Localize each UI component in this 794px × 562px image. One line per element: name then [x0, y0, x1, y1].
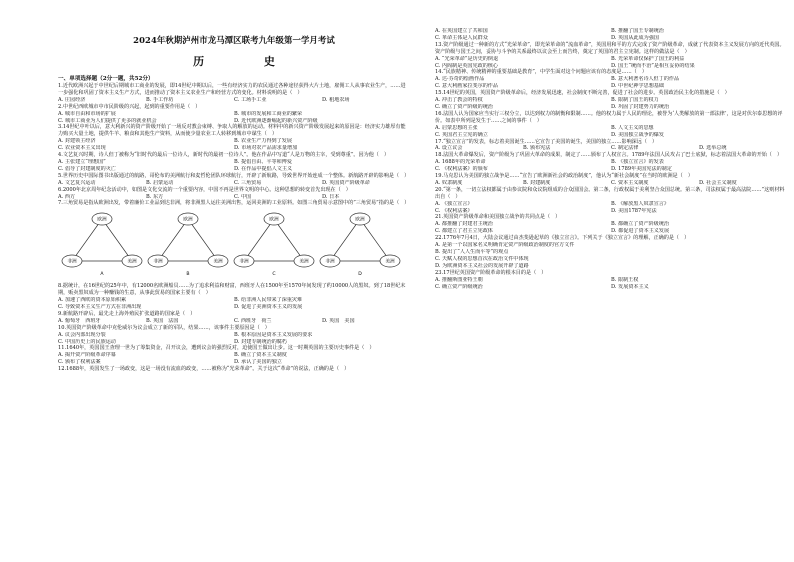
answer-option: B. 限制王权: [611, 276, 639, 283]
question-stem: 8.据统计，在16世纪的25年中，有12000名欧洲船员……为了追求利益和财富，西班牙人在1500年至1570年间发现了约10000人的黑奴。到了18世纪末期，贩卖黑奴成为一种赚钱的生意，从事此贸易的国家主要有（ ）: [58, 283, 406, 297]
answer-option: D. 承认了美国的独立: [234, 359, 282, 366]
answer-options: [435, 97, 787, 111]
region-label: 欧洲: [355, 217, 365, 223]
answer-option: C. 中国: [234, 193, 252, 200]
answer-option: A. 葡萄牙 西班牙: [58, 317, 101, 324]
answer-option: C. 城市工商业为人们提供了更多的就业机会: [58, 117, 157, 124]
answer-option: B. 城市的发展和工商业的繁荣: [234, 110, 303, 117]
answer-options: [58, 297, 410, 311]
answer-option: D. 封建专制统治的腐朽: [234, 338, 287, 345]
answer-options: [435, 159, 787, 173]
answer-option: A. 庄园经济: [58, 96, 86, 103]
answer-option: D. 英国资产阶级革命: [322, 179, 370, 186]
answer-option: B. 确立了资本主义制度: [234, 352, 287, 359]
answer-option: D. 促进了美洲资本主义的发展: [234, 304, 303, 311]
trade-route-line: [158, 219, 188, 261]
answer-option: C. 导致资本主义生产方式在非洲出现: [58, 304, 142, 311]
answer-options: [435, 28, 787, 42]
answer-option: A. 达·芬奇的绘画作品: [435, 76, 485, 83]
answer-options: [435, 221, 787, 235]
answer-option: A. 主张建立“理想国”: [58, 158, 106, 165]
answer-option: A. 设立议会: [435, 145, 463, 152]
region-label: 美洲: [213, 259, 223, 265]
answer-option: B. 根本原因是资本主义发展的要求: [234, 331, 313, 338]
answer-option: B. 推翻了国王专制统治: [611, 28, 664, 34]
answer-option: B. 东方: [146, 193, 164, 200]
answer-option: A. 都推翻了封建君主统治: [435, 221, 493, 228]
question-stem: 16.法国人认为国家应当实行三权分立，以达到权力的制衡和限制……。他的权力属于人民的理论，被誉为‘人类解放的第一部法律’，这是对伏尔泰思想的评价。如表中所列是发生于……之间的事件（ ）: [435, 110, 783, 124]
answer-option: D. 英国 美国: [322, 317, 355, 324]
answer-options: [435, 180, 787, 187]
answer-option: D. 日本: [322, 193, 340, 200]
region-label: 非洲: [67, 259, 77, 265]
trade-route-line: [244, 219, 274, 261]
question-stem: 2.中世纪西欧城市中市民阶级的兴起，起到的重要作用是（ ）: [58, 103, 201, 110]
question-block: [435, 270, 787, 291]
question-stem: 7.三角贸易是指从欧洲出发，带着廉价工业品到达非洲，将非洲黑人运往美洲出售，运回美洲的工业原料。如图三角贸易示意图中的”三角贸易”指的是（ ）: [58, 200, 410, 207]
answer-options: [58, 318, 410, 325]
answer-option: A. 《独立宣言》: [435, 200, 473, 207]
answer-option: C. 中国历史上的民族运动: [58, 338, 116, 345]
diagram-option-label: A: [100, 272, 104, 278]
answer-option: B. 光荣革命仅保护了国王的利益: [611, 55, 685, 62]
question-stem: 18.法国大革命爆发后，资产阶级为了巩固大革命的成果，制定了……颁布了人权宣言。1789年法国人民攻占了巴士底狱，标志着法国大革命的开始（ ）: [435, 152, 783, 159]
left-column: [58, 0, 410, 562]
answer-option: D. 1789年美国宪法的制定: [611, 166, 672, 173]
trade-route-line: [102, 219, 132, 261]
answer-option: C. 倡导了封建制度的灭亡: [58, 165, 116, 172]
trade-route-line: [188, 219, 218, 261]
question-stem: 19.马克思认为美国的独立战争是……“宣告了欧洲新社会的政治制度”，他认为“新社会制度”在当时的欧洲是（ ）: [435, 173, 693, 180]
answer-option: D. 美国1787年宪法: [611, 207, 657, 214]
answer-option: B. 启蒙运动: [146, 179, 174, 186]
section-heading: 一、单项选择题（2分一题，共52分）: [58, 76, 154, 82]
answer-options: [435, 125, 787, 139]
region-label: 非洲: [239, 259, 249, 265]
answer-option: D. 在作品中提倡人文主义: [234, 165, 293, 172]
question-block: [58, 283, 410, 311]
diagram-option-label: D: [358, 272, 362, 278]
question-stem: 13.资产阶级通过一种新的方式“光荣革命”，即光荣革命的“流血革命”，英国用和平的方式完成了资产阶级革命，成就了代表资本主义发展方向的近代英国。资产阶级与国王之间，妥协与斗争的关系最终以议会至上而告终，奠定了英国的君主立宪制。这样的做法是（ ）: [435, 41, 785, 55]
diagram-option-label: C: [272, 272, 276, 278]
exam-title: 2024年秋期泸州市龙马潭区联考九年级第一学月考试: [133, 35, 335, 45]
question-block: [435, 42, 787, 70]
answer-options: [58, 97, 410, 104]
answer-option: B. 颁布宪法: [523, 145, 551, 152]
question-block: [58, 152, 410, 173]
region-label: 欧洲: [269, 217, 279, 223]
question-stem: 1.近代欧洲兴起于中世纪后期城市工商业的发展，即14世纪中期以后，一些有经济实力的农民通过各种途径获得大片土地，雇佣工人从事农业生产，……进一步强化和巩固了资本主义生产方式，进而推动了资本主义农业生产和经营方式的变化。材料说明的是（ ）: [58, 83, 406, 96]
answer-option: A. 启蒙思想的主张: [435, 124, 478, 131]
question-stem: 5.世界历史中国际图书出版通过的航路，哥伦布的美洲航行和麦哲伦团队环球航行，开辟了新航路，导致世界开始连成一个整体。新航路开辟的影响是（ ）: [58, 172, 410, 179]
answer-options: [435, 76, 787, 90]
question-stem: 22.1776年7月4日，大陆会议通过由杰斐逊起草的《独立宣言》。下列关于《独立宣言》的理解，正确的是（ ）: [435, 235, 690, 242]
answer-options: [58, 352, 410, 366]
region-label: 美洲: [299, 259, 309, 265]
question-stem: 4.文艺复兴时期，诗人但丁被称为“旧时代的最后一位诗人，新时代的最初一位诗人”。他在作品中写道“人是万物的主宰，受到尊重”。因为他（ ）: [58, 152, 390, 159]
answer-option: A. “光荣革命”是历史的倒退: [435, 55, 499, 62]
answer-options: [58, 111, 410, 125]
question-block: [58, 366, 410, 373]
answer-option: C. 农业资本主义出现: [58, 145, 106, 152]
question-stem: 3.14世纪中叶以后，意大利新兴的资产阶级开始了一场反对教会束缚、争取人的解放的运动。材料中的新兴资产阶级发展起来的原因是：经济实力雄厚有能力购买大量土地，提供牛羊、粮食和其他生产资料，从而使少量农业工人转移到城市中谋生（ ）: [58, 124, 406, 138]
question-block: [435, 187, 787, 215]
answer-option: D. 近代欧洲逐渐崛起的新兴资产阶级: [234, 117, 318, 124]
question-stem: 6.2000年北京周年纪念活动中，如图是文化交流的一个重要内容，中国不再是世界文明的中心。这种思想的转变首先出现在（ ）: [58, 186, 351, 193]
question-stem: 10.英国资产阶级革命中克伦威尔为议会成立了新的军队，结果……，该事件主要原因是（ ）: [58, 324, 270, 331]
question-stem: 21.英国资产阶级革命和美国独立战争的共同点是（ ）: [435, 214, 561, 221]
question-block: [435, 90, 787, 111]
question-block: [58, 345, 410, 366]
answer-option: C. 三角贸易: [234, 179, 262, 186]
answer-option: D. 社会主义制度: [699, 179, 737, 186]
answer-options: [58, 138, 410, 152]
answer-option: A. 1688年的光荣革命: [435, 159, 486, 166]
answer-option: B. 农业生产力得到了发展: [234, 138, 292, 145]
question-block: [435, 28, 787, 42]
question-stem: 20.“第一条，一切立法权都属于由参议院和众议院组成的合众国国会。第二条，行政权属于美利坚合众国总统。第三条，司法权属于最高法院……”这则材料出自（ ）: [435, 186, 785, 200]
answer-option: D. 发展资本主义: [611, 283, 649, 290]
question-block: [435, 139, 787, 153]
question-stem: 23.17世纪英国资产阶级革命的根本目的是（ ）: [435, 269, 547, 276]
region-label: 欧洲: [97, 217, 107, 223]
answer-option: B. 都确立了资产阶级统治: [611, 221, 669, 228]
answer-option: D. 国王“统而不治”是相互妥协的结果: [611, 62, 695, 69]
answer-option: D. 英国从此成为强国: [611, 34, 659, 41]
region-label: 美洲: [385, 259, 395, 265]
answer-option: B. 限制了国王的权力: [611, 97, 659, 104]
question-block: [58, 187, 410, 201]
answer-option: C. 颁布了权利法案: [58, 359, 101, 366]
question-block: [58, 200, 410, 281]
answer-option: A. 揭开资产阶级革命序幕: [58, 352, 116, 359]
answer-options: [58, 159, 410, 173]
answer-option: D. 选举总统: [699, 145, 727, 152]
question-block: [435, 173, 787, 187]
diagram-svg: [58, 209, 408, 281]
answer-option: D. 巩固了封建势力的统治: [611, 103, 670, 110]
answer-option: C. 英国君主立宪的确立: [435, 131, 488, 138]
answer-option: C. 《权利法案》的颁布: [435, 166, 488, 173]
answer-option: D. 中世纪神学思想基础: [611, 83, 664, 90]
triangle-trade-diagrams: [58, 209, 410, 281]
question-stem: 15.14世纪的英国，英国资产阶级革命后，经济发展迅速，社会制度不断完善，促进了社会的进步。英国政治民主化的措施是（ ）: [435, 90, 730, 97]
question-block: [435, 69, 787, 90]
answer-option: D. 为欧洲资本主义社会的发展开辟了道路: [435, 262, 529, 269]
question-block: [58, 124, 410, 152]
region-label: 美洲: [127, 259, 137, 265]
region-label: 非洲: [325, 259, 335, 265]
answer-option: A. 文艺复兴运动: [58, 179, 96, 186]
answer-option: C. 工场手工业: [234, 96, 267, 103]
answer-options: [435, 201, 787, 215]
region-label: 非洲: [153, 259, 163, 265]
answer-option: D. 市场对农产品需求量增加: [234, 145, 298, 152]
question-block: [58, 83, 410, 104]
answer-option: B. 给非洲人民带来了深重灾难: [234, 297, 303, 304]
answer-option: D. 都促进了资本主义发展: [611, 228, 670, 235]
answer-option: A. 封建领主经济: [58, 138, 96, 145]
right-column: [435, 0, 787, 562]
question-block: [58, 173, 410, 187]
question-stem: 17.“独立宣言”的发表，标志着美国诞生……它宣告了美国的诞生，美国的独立……影响深远（ ）: [435, 138, 658, 145]
question-stem: 14.“民族精神、传统精神的重要基础是教育”，中学生面对这个问题应该有的态度是……（ ）: [435, 69, 647, 76]
answer-option: A. 是第一个以国家名义明确肯定资产阶级政治制度的官方文件: [435, 242, 575, 249]
answer-option: A. 推翻斯图亚特王朝: [435, 276, 483, 283]
answer-option: C. 资本主义制度: [611, 179, 649, 186]
answer-option: D. 美国独立战争的爆发: [611, 131, 664, 138]
answer-option: A. 冲击了教会的特权: [435, 97, 483, 104]
trade-route-line: [360, 219, 390, 261]
answer-option: C. 都建立了君主立宪政体: [435, 228, 493, 235]
answer-option: D. 租地农场: [322, 96, 350, 103]
trade-route-line: [274, 219, 304, 261]
question-block: [435, 235, 787, 270]
answer-option: C. 《权利法案》: [435, 207, 473, 214]
answer-option: C. 西班牙 荷兰: [234, 317, 272, 324]
answer-option: B. 意大利著名诗人但丁的作品: [611, 76, 680, 83]
left-question-list: [58, 83, 410, 373]
question-block: [58, 104, 410, 125]
question-block: [435, 111, 787, 139]
answer-option: B. 提出了“人人生而平等”的观点: [435, 249, 509, 255]
answer-option: C. 天赋人权的思想首次在政治文件中体现: [435, 255, 529, 262]
answer-option: C. 确立资产阶级统治: [435, 283, 483, 290]
answer-option: A. 加速了西欧的资本原始积累: [58, 297, 127, 304]
question-block: [435, 152, 787, 173]
answer-option: B. 《解放黑人奴隶宣言》: [611, 200, 669, 207]
answer-option: B. 人文主义的思想: [611, 124, 654, 131]
trade-route-line: [72, 219, 102, 261]
answer-option: B. 英国 法国: [146, 317, 179, 324]
answer-options: [58, 180, 410, 187]
question-block: [435, 214, 787, 235]
right-question-list: [435, 28, 787, 290]
answer-option: B. 提倡自由、平等和博爱: [234, 158, 292, 165]
answer-options: [435, 56, 787, 70]
answer-option: B. 封建制度: [523, 179, 551, 186]
answer-option: C. 革命主体是人民群众: [435, 34, 488, 41]
answer-option: C. 内阁制是英国宪政的核心: [435, 62, 498, 69]
region-label: 欧洲: [183, 217, 193, 223]
diagram-option-label: B: [186, 272, 190, 278]
answer-option: B. 手工作坊: [146, 96, 174, 103]
answer-option: A. 城市自由和市场的扩展: [58, 110, 116, 117]
answer-option: A. 在英国建立了共和国: [435, 28, 488, 34]
question-stem: 12.1688年，英国发生了一场政变，这是一场没有流血的政变，……被称为“光荣革命”。关于这次“革命”的说法，正确的是（ ）: [58, 366, 350, 373]
question-block: [58, 325, 410, 346]
question-stem: 9.新航路开辟后，最先走上海外殖民扩张道路的国家是（ ）: [58, 310, 196, 317]
question-stem: 11.1640年，英国国王查理一世为了筹集资金，召开议会，遭到议会的强烈反对，迫使国王做出让步。这一时期英国的主要历史事件是（ ）: [58, 345, 375, 352]
answer-option: B. 《独立宣言》的发表: [611, 159, 664, 166]
question-block: [58, 311, 410, 325]
answer-option: A. 奴隶制度: [435, 179, 463, 186]
trade-route-line: [330, 219, 360, 261]
answer-options: [58, 332, 410, 346]
answer-option: A. 西方: [58, 193, 76, 200]
answer-option: C. 确立了资产阶级的统治: [435, 103, 493, 110]
answer-options: [435, 242, 787, 270]
subject-title: 历 史: [193, 55, 303, 68]
answer-option: A. 议会内部出现分裂: [58, 331, 106, 338]
answer-options: [435, 277, 787, 291]
answer-option: C. 制定法律: [611, 145, 639, 152]
answer-option: C. 意大利画家拉斐尔的作品: [435, 83, 498, 90]
